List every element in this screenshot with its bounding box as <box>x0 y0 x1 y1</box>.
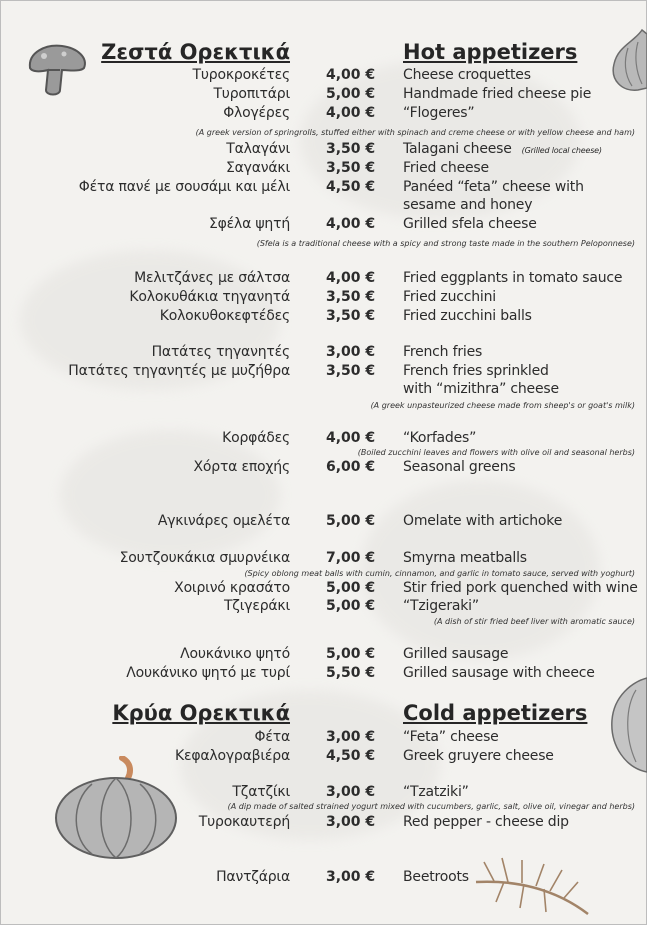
menu-item <box>0 270 647 288</box>
menu-item <box>0 580 647 598</box>
item-name-english: Seasonal greens <box>403 459 516 475</box>
item-name-english: Fried zucchini balls <box>403 308 532 324</box>
item-name-greek: Κορφάδες <box>222 430 290 446</box>
menu-item <box>0 513 647 531</box>
item-name-english: Fried zucchini <box>403 289 496 305</box>
item-inline-note: (Grilled local cheese) <box>521 146 602 155</box>
item-name-english: Cheese croquettes <box>403 67 531 83</box>
item-name-greek: Κεφαλογραβιέρα <box>174 748 290 764</box>
menu-item <box>0 459 647 477</box>
item-price: 3,50 € <box>326 160 376 176</box>
item-description-note: (A dish of stir fried beef liver with aromatic sauce) <box>433 617 635 626</box>
menu-item <box>0 289 647 307</box>
item-name-greek: Μελιτζάνες με σάλτσα <box>134 270 290 286</box>
menu-item <box>0 67 647 85</box>
cold-appetizers-title-greek: Κρύα Ορεκτικά <box>112 701 290 725</box>
item-price: 4,00 € <box>326 67 376 83</box>
menu-item <box>0 550 647 568</box>
item-name-greek: Τυροπιτάρι <box>213 86 290 102</box>
item-price: 3,00 € <box>326 814 376 830</box>
menu-item <box>0 869 647 887</box>
item-name-english: “Flogeres” <box>403 105 475 121</box>
item-name-greek: Φλογέρες <box>223 105 290 121</box>
item-price: 3,00 € <box>326 729 376 745</box>
item-name-english: Panéed “feta” cheese with <box>403 179 584 195</box>
menu-item <box>0 665 647 683</box>
item-name-english: Greek gruyere cheese <box>403 748 554 764</box>
item-name-english: Beetroots <box>403 869 469 885</box>
item-price: 3,50 € <box>326 308 376 324</box>
item-name-english: Handmade fried cheese pie <box>403 86 592 102</box>
menu-item <box>0 430 647 448</box>
item-price: 4,00 € <box>326 430 376 446</box>
item-name-greek: Σφέλα ψητή <box>208 216 290 232</box>
item-name-greek: Κολοκυθάκια τηγανητά <box>129 289 290 305</box>
menu-item <box>0 105 647 123</box>
pumpkin-icon <box>52 756 180 862</box>
item-name-english: “Tzatziki” <box>403 784 469 800</box>
item-price: 3,00 € <box>326 784 376 800</box>
menu-item <box>0 141 647 159</box>
item-name-english: Red pepper - cheese dip <box>403 814 569 830</box>
item-name-greek: Κολοκυθοκεφτέδες <box>159 308 290 324</box>
item-name-english <box>403 141 602 157</box>
item-name-english: Fried eggplants in tomato sauce <box>403 270 623 286</box>
item-price: 7,00 € <box>326 550 376 566</box>
menu-item <box>0 598 647 616</box>
item-name-english: French fries sprinkled <box>403 363 549 379</box>
item-description-note: (Spicy oblong meat balls with cumin, cinnamon, and garlic in tomato sauce, served with yoghurt) <box>244 569 635 578</box>
item-name-english: “Korfades” <box>403 430 477 446</box>
item-name-greek: Χόρτα εποχής <box>193 459 290 475</box>
menu-item <box>0 748 647 766</box>
item-name-greek: Τυροκροκέτες <box>192 67 290 83</box>
item-price: 5,00 € <box>326 598 376 614</box>
item-name-greek: Λουκάνικο ψητό <box>180 646 290 662</box>
item-price: 5,00 € <box>326 513 376 529</box>
menu-item <box>0 363 647 397</box>
item-name-greek: Φέτα <box>254 729 290 745</box>
item-name-english-line2: sesame and honey <box>403 197 533 213</box>
cold-appetizers-title-english: Cold appetizers <box>403 701 588 725</box>
item-name-english: Fried cheese <box>403 160 489 176</box>
item-name-greek: Σαγανάκι <box>225 160 290 176</box>
item-price: 4,50 € <box>326 748 376 764</box>
item-name-greek: Φέτα πανέ με σουσάμι και μέλι <box>78 179 290 195</box>
item-price: 4,00 € <box>326 270 376 286</box>
item-price: 5,50 € <box>326 665 376 681</box>
item-description-note: (Boiled zucchini leaves and flowers with olive oil and seasonal herbs) <box>357 448 635 457</box>
item-price: 3,50 € <box>326 289 376 305</box>
item-price: 5,00 € <box>326 646 376 662</box>
menu-item <box>0 308 647 326</box>
item-name-english: “Tzigeraki” <box>403 598 479 614</box>
item-name-english-line2: with “mizithra” cheese <box>403 381 559 397</box>
item-price: 4,50 € <box>326 179 376 195</box>
item-name-english: Grilled sausage with cheece <box>403 665 595 681</box>
item-name-greek: Πατάτες τηγανητές <box>151 344 290 360</box>
menu-item <box>0 86 647 104</box>
menu-item <box>0 179 647 213</box>
item-price: 3,00 € <box>326 344 376 360</box>
item-price: 4,00 € <box>326 105 376 121</box>
item-price: 3,50 € <box>326 141 376 157</box>
menu-item <box>0 160 647 178</box>
item-name-greek: Παντζάρια <box>216 869 290 885</box>
item-name-greek: Χοιρινό κρασάτο <box>174 580 290 596</box>
menu-item <box>0 646 647 664</box>
hot-appetizers-title-greek: Ζεστά Ορεκτικά <box>101 40 290 64</box>
item-name-english: “Feta” cheese <box>403 729 499 745</box>
item-name-english: French fries <box>403 344 483 360</box>
item-name-english: Grilled sfela cheese <box>403 216 537 232</box>
item-description-note: (Sfela is a traditional cheese with a spicy and strong taste made in the southern Peloponnese) <box>256 239 635 248</box>
item-name-english: Omelate with artichoke <box>403 513 563 529</box>
item-price: 3,50 € <box>326 363 376 379</box>
item-price: 5,00 € <box>326 580 376 596</box>
item-description-note: (A greek unpasteurized cheese made from sheep's or goat's milk) <box>370 401 635 410</box>
item-name-greek: Λουκάνικο ψητό με τυρί <box>126 665 290 681</box>
item-name-greek: Τυροκαυτερή <box>198 814 290 830</box>
item-description-note: (A greek version of springrolls, stuffed either with spinach and creme cheese or with yellow cheese and ham) <box>195 128 635 137</box>
texture-blob <box>60 430 280 560</box>
item-name-greek: Τζατζίκι <box>232 784 290 800</box>
hot-appetizers-title-english: Hot appetizers <box>403 40 578 64</box>
item-name-english-text: Talagani cheese <box>403 141 512 157</box>
menu-item <box>0 814 647 832</box>
item-name-english: Smyrna meatballs <box>403 550 527 566</box>
item-price: 5,00 € <box>326 86 376 102</box>
menu-item <box>0 344 647 362</box>
item-name-english: Stir fried pork quenched with wine <box>403 580 638 596</box>
menu-item <box>0 216 647 234</box>
menu-item <box>0 784 647 802</box>
item-name-greek: Αγκινάρες ομελέτα <box>157 513 290 529</box>
item-name-greek: Τζιγεράκι <box>223 598 290 614</box>
item-price: 6,00 € <box>326 459 376 475</box>
item-price: 4,00 € <box>326 216 376 232</box>
item-description-note: (A dip made of salted strained yogurt mixed with cucumbers, garlic, salt, olive oil, vinegar and herbs) <box>227 802 635 811</box>
item-price: 3,00 € <box>326 869 376 885</box>
item-name-english: Grilled sausage <box>403 646 509 662</box>
item-name-greek: Πατάτες τηγανητές με μυζήθρα <box>68 363 290 379</box>
item-name-greek: Σουτζουκάκια σμυρνέικα <box>119 550 290 566</box>
menu-item <box>0 729 647 747</box>
item-name-greek: Ταλαγάνι <box>226 141 290 157</box>
